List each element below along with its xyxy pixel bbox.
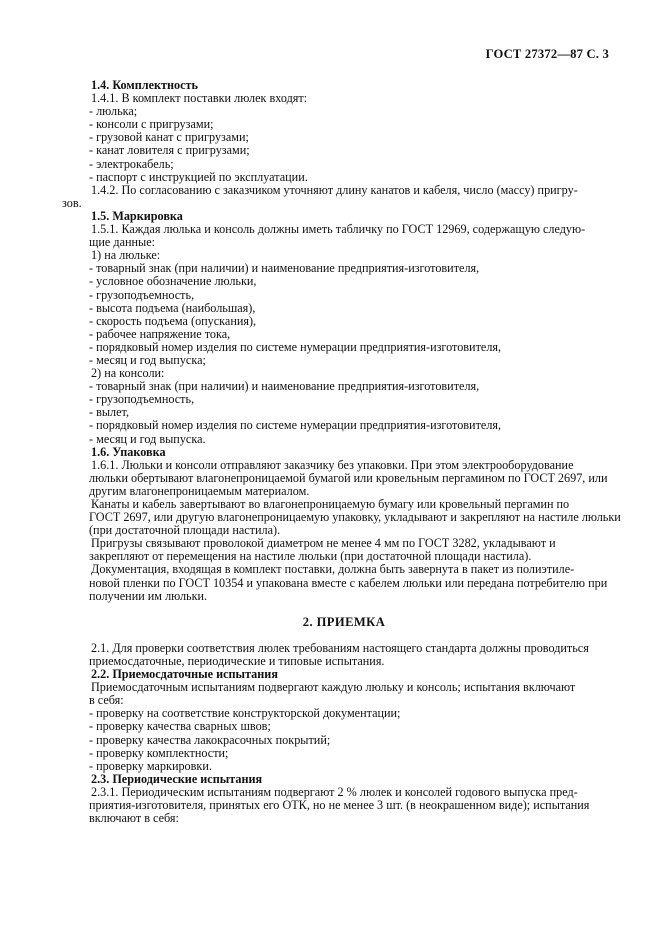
para-2-1-line: приемосдаточные, периодические и типовые испытания. (89, 653, 385, 668)
para-2-1-line: 2.1. Для проверки соответствия люлек требованиям настоящего стандарта должны проводиться (91, 640, 589, 655)
para-1-6-1-line: люльки обертывают влагонепроницаемой бумагой или кровельным пергамином по ГОСТ 2697, или (89, 470, 608, 485)
para-1-5-1-line1: 1.5.1. Каждая люлька и консоль должны иметь табличку по ГОСТ 12969, содержащую следую- (91, 222, 586, 237)
running-head: ГОСТ 27372—87 С. 3 (485, 47, 609, 61)
list-item: - высота подъема (наибольшая), (89, 300, 256, 315)
list-item: - люлька; (89, 104, 138, 119)
para-2-3-1-line: включают в себя: (89, 811, 179, 826)
list-item: - скорость подъема (опускания), (89, 313, 257, 328)
list-item: - канат ловителя с пригрузами; (89, 143, 250, 158)
list-item: - грузовой канат с пригрузами; (89, 130, 249, 145)
para-1-4-1: 1.4.1. В комплект поставки люлек входят: (91, 91, 308, 106)
list-item: - порядковый номер изделия по системе нумерации предприятия-изготовителя, (89, 418, 502, 433)
list-item: - консоли с пригрузами; (89, 117, 214, 132)
para-2-3-1-line: приятия-изготовителя, принятых его ОТК, но не менее 3 шт. (в неокрашенном виде); испытания (89, 797, 590, 812)
para-ropes-line: (при достаточной площади настила). (89, 523, 281, 538)
heading-2-3: 2.3. Периодические испытания (91, 771, 263, 786)
list-item: - условное обозначение люльки, (89, 274, 257, 289)
list-item: - вылет, (89, 405, 129, 420)
list-item: - проверку качества сварных швов; (89, 719, 271, 734)
para-weights-line: закрепляют от перемещения на настиле люльки (при достаточной площади настила). (89, 549, 532, 564)
para-2-2-line: в себя: (89, 693, 124, 708)
list-item: - рабочее напряжение тока, (89, 326, 231, 341)
para-1-6-1-line: 1.6.1. Люльки и консоли отправляют заказчику без упаковки. При этом электрооборудование (91, 457, 574, 472)
para-ropes-line: ГОСТ 2697, или другую влагонепроницаемую упаковку, укладывают и закрепляют на настиле люльки (89, 510, 621, 525)
para-1-6-1-line: другим влагонепроницаемым материалом. (89, 483, 310, 498)
para-weights-line: Пригрузы связывают проволокой диаметром не менее 4 мм по ГОСТ 3282, укладывают и (91, 536, 556, 551)
para-2-2-line: Приемосдаточным испытаниям подвергают каждую люльку и консоль; испытания включают (91, 680, 576, 695)
sublist-heading-cradle: 1) на люльке: (91, 248, 161, 263)
list-item: - электрокабель; (89, 156, 174, 171)
list-item: - грузоподъемность, (89, 287, 195, 302)
heading-2-2: 2.2. Приемосдаточные испытания (91, 667, 278, 682)
list-item: - месяц и год выпуска. (89, 431, 206, 446)
section-title-acceptance: 2. ПРИЕМКА (302, 614, 386, 629)
list-item: - проверку комплектности; (89, 745, 229, 760)
heading-1-6: 1.6. Упаковка (91, 444, 166, 459)
para-1-4-2-line1: 1.4.2. По согласованию с заказчиком уточняют длину канатов и кабеля, число (массу) пригру- (91, 182, 578, 197)
list-item: - товарный знак (при наличии) и наименование предприятия-изготовителя, (89, 379, 480, 394)
para-2-3-1-line: 2.3.1. Периодическим испытаниям подвергают 2 % люлек и консолей годового выпуска пред- (91, 784, 578, 799)
list-item: - порядковый номер изделия по системе нумерации предприятия-изготовителя, (89, 339, 502, 354)
list-item: - месяц и год выпуска; (89, 352, 206, 367)
para-ropes-line: Канаты и кабель завертывают во влагонепроницаемую бумагу или кровельный пергамин по (91, 497, 570, 511)
para-docs-line: получении им люльки. (89, 588, 208, 603)
heading-1-5: 1.5. Маркировка (91, 208, 183, 223)
para-1-5-1-line2: щие данные: (89, 235, 156, 250)
list-item: - проверку на соответствие конструкторской документации; (89, 706, 401, 721)
list-item: - товарный знак (при наличии) и наименование предприятия-изготовителя, (89, 261, 480, 276)
sublist-heading-console: 2) на консоли: (91, 366, 165, 381)
list-item: - проверку качества лакокрасочных покрытий; (89, 732, 331, 747)
list-item: - паспорт с инструкцией по эксплуатации. (89, 169, 308, 184)
para-docs-line: новой пленки по ГОСТ 10354 и упакована вместе с кабелем люльки или передана потребителю при (89, 575, 608, 590)
page-body (62, 78, 621, 826)
list-item: - грузоподъемность, (89, 392, 195, 407)
para-docs-line: Документация, входящая в комплект поставки, должна быть завернута в пакет из полиэтиле- (91, 562, 575, 577)
para-1-4-2-line2: зов. (62, 195, 82, 210)
list-item: - проверку маркировки. (89, 758, 212, 773)
heading-1-4: 1.4. Комплектность (91, 78, 198, 92)
